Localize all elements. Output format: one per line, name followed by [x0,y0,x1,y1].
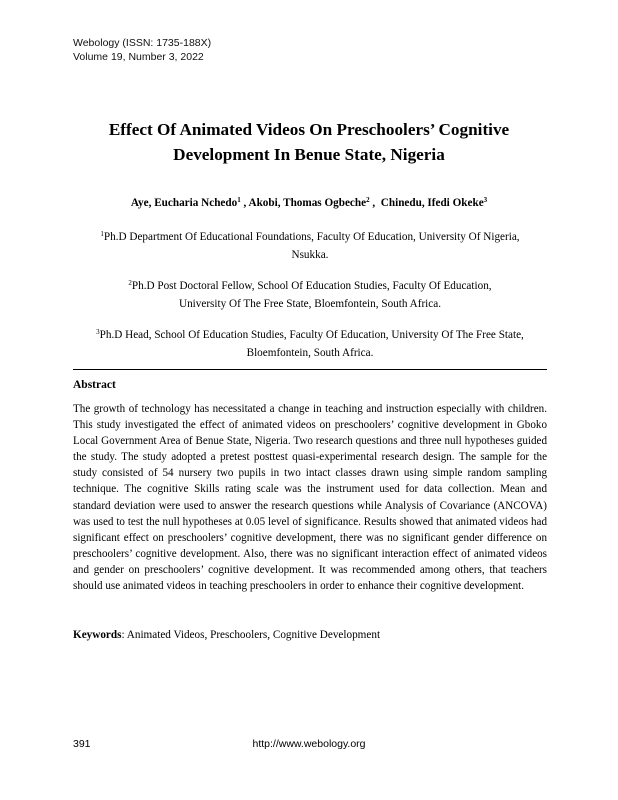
author-list [60,193,558,211]
affiliation-mark: 1 [100,230,104,238]
journal-name: Webology (ISSN: 1735-188X) [73,37,212,49]
footer-url: http://www.webology.org [252,738,366,750]
title-line-1: Effect Of Animated Videos On Preschoolers’ Cognitive [108,120,510,139]
affiliation-line: University Of The Free State, Bloemfontein, South Africa. [178,298,442,310]
keywords-label: Keywords [73,629,122,641]
affiliation-2 [73,274,547,313]
author-name: Akobi, Thomas Ogbeche [248,197,367,209]
author-separator: , [369,197,381,209]
author-mark: 3 [483,196,488,204]
affiliation-3 [73,323,547,362]
keywords-text: : Animated Videos, Preschoolers, Cognitive Development [121,629,381,641]
affiliation-line: Ph.D Post Doctoral Fellow, School Of Education Studies, Faculty Of Education, [131,280,492,292]
page-number: 391 [73,738,91,750]
section-divider [73,369,547,370]
abstract-body: The growth of technology has necessitated a change in teaching and instruction especially with children. This study investigated the effect of animated videos on preschoolers’ cognitive development in Gboko Local Government Area of Benue State, Nigeria. Two research questions and three null hypotheses guided the study. The study adopted a pretest posttest quasi-experimental research design. The sample for the study consisted of 54 nursery two pupils in two intact classes drawn using simple random sampling technique. The cognitive Skills rating scale was the instrument used for data collection. Mean and standard deviation were used to answer the research questions while Analysis of Covariance (ANCOVA) was used to test the null hypotheses at 0.05 level of significance. Results showed that animated videos had significant effect on preschoolers’ cognitive development, there was no significant gender difference on preschoolers’ cognitive development. Also, there was no significant interaction effect of animated videos and gender on preschoolers’ cognitive development. It was recommended among others, that teachers should use animated videos in teaching preschoolers in order to enhance their cognitive development. [73,403,547,593]
journal-volume: Volume 19, Number 3, 2022 [73,50,204,63]
title-line-2: Development In Benue State, Nigeria [173,145,445,164]
author-name: Chinedu, Ifedi Okeke [380,197,484,209]
abstract-heading: Abstract [73,379,116,391]
journal-header [73,37,211,64]
author-name: Aye, Eucharia Nchedo [130,197,238,209]
author-mark: 1 [237,196,241,204]
author-separator: , [240,197,249,209]
author-mark: 2 [366,196,370,204]
affiliation-line: Nsukka. [291,249,329,261]
keywords-line [73,627,547,643]
affiliation-line: Ph.D Department Of Educational Foundations, Faculty Of Education, University Of Nigeria, [103,231,520,243]
affiliation-mark: 2 [128,279,132,287]
affiliation-mark: 3 [96,328,100,336]
paper-title [60,117,558,167]
affiliation-1 [73,225,547,264]
affiliation-line: Bloemfontein, South Africa. [246,347,374,359]
affiliation-line: Ph.D Head, School Of Education Studies, Faculty Of Education, University Of The Free State, [99,329,524,341]
